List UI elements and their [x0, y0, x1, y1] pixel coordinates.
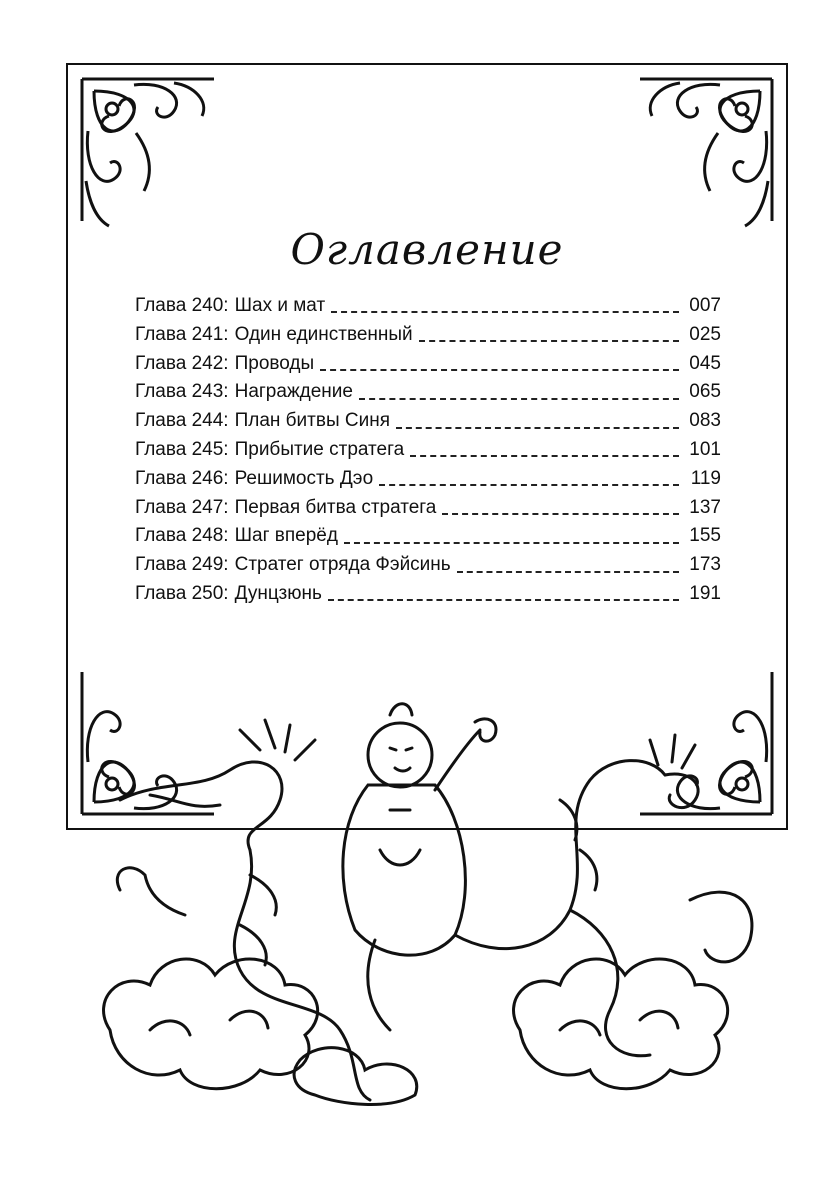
leader-line	[457, 571, 679, 573]
page-number: 137	[689, 496, 721, 518]
page-number: 119	[690, 467, 721, 489]
chapter-title: Первая битва стратега	[234, 496, 437, 518]
leader-line	[442, 513, 679, 515]
chapter-title: Награждение	[234, 381, 353, 403]
chapter-number: Глава 249:	[135, 554, 229, 576]
chapter-number: Глава 247:	[135, 496, 229, 518]
chapter-title: Шах и мат	[234, 295, 326, 316]
chapter-title: Шаг вперёд	[234, 525, 338, 547]
toc-entry[interactable]	[135, 324, 721, 353]
page-title: Оглавление	[290, 225, 564, 274]
chapter-number: Глава 244:	[135, 410, 229, 432]
chapter-number: Глава 243:	[135, 381, 229, 403]
toc-entry[interactable]	[135, 497, 721, 526]
chapter-title: Стратег отряда Фэйсинь	[234, 554, 451, 576]
toc-entry[interactable]	[135, 525, 721, 554]
leader-line	[344, 542, 679, 544]
page-number: 025	[689, 323, 721, 345]
page-number: 083	[689, 410, 721, 432]
leader-line	[320, 369, 679, 371]
toc-entry[interactable]	[135, 554, 721, 583]
corner-ornament-icon	[74, 71, 224, 241]
page-number: 065	[689, 381, 721, 403]
chapter-number: Глава 248:	[135, 525, 229, 547]
page-number: 045	[689, 352, 721, 374]
page-number: 007	[689, 295, 721, 316]
toc-entry[interactable]	[135, 353, 721, 382]
leader-line	[359, 398, 679, 400]
chapter-number: Глава 246:	[135, 467, 229, 489]
chapter-title: Проводы	[234, 352, 315, 374]
chapter-number: Глава 242:	[135, 352, 229, 374]
chapter-number: Глава 241:	[135, 323, 229, 345]
leader-line	[396, 427, 679, 429]
toc-list	[135, 295, 721, 612]
chapter-title: Дунцзюнь	[234, 582, 322, 604]
leader-line	[419, 340, 679, 342]
leader-line	[410, 455, 679, 457]
toc-entry[interactable]	[135, 295, 721, 324]
page-number: 155	[689, 525, 721, 547]
toc-entry[interactable]	[135, 410, 721, 439]
toc-entry[interactable]	[135, 583, 721, 612]
chapter-title: Решимость Дэо	[234, 467, 374, 489]
chapter-number: Глава 240:	[135, 295, 229, 316]
leader-line	[328, 599, 679, 601]
page-number: 173	[689, 554, 721, 576]
chapter-number: Глава 250:	[135, 582, 229, 604]
page-number: 101	[689, 438, 721, 460]
leader-line	[379, 484, 679, 486]
toc-entry[interactable]	[135, 381, 721, 410]
chapter-title: Прибытие стратега	[234, 438, 405, 460]
chapter-title: Один единственный	[234, 323, 413, 345]
leader-line	[331, 311, 679, 313]
page-number: 191	[689, 582, 721, 604]
chapter-number: Глава 245:	[135, 438, 229, 460]
dragon-rider-illustration-icon	[90, 700, 780, 1120]
toc-entry[interactable]	[135, 468, 721, 497]
corner-ornament-icon	[630, 71, 780, 241]
toc-entry[interactable]	[135, 439, 721, 468]
chapter-title: План битвы Синя	[234, 410, 391, 432]
